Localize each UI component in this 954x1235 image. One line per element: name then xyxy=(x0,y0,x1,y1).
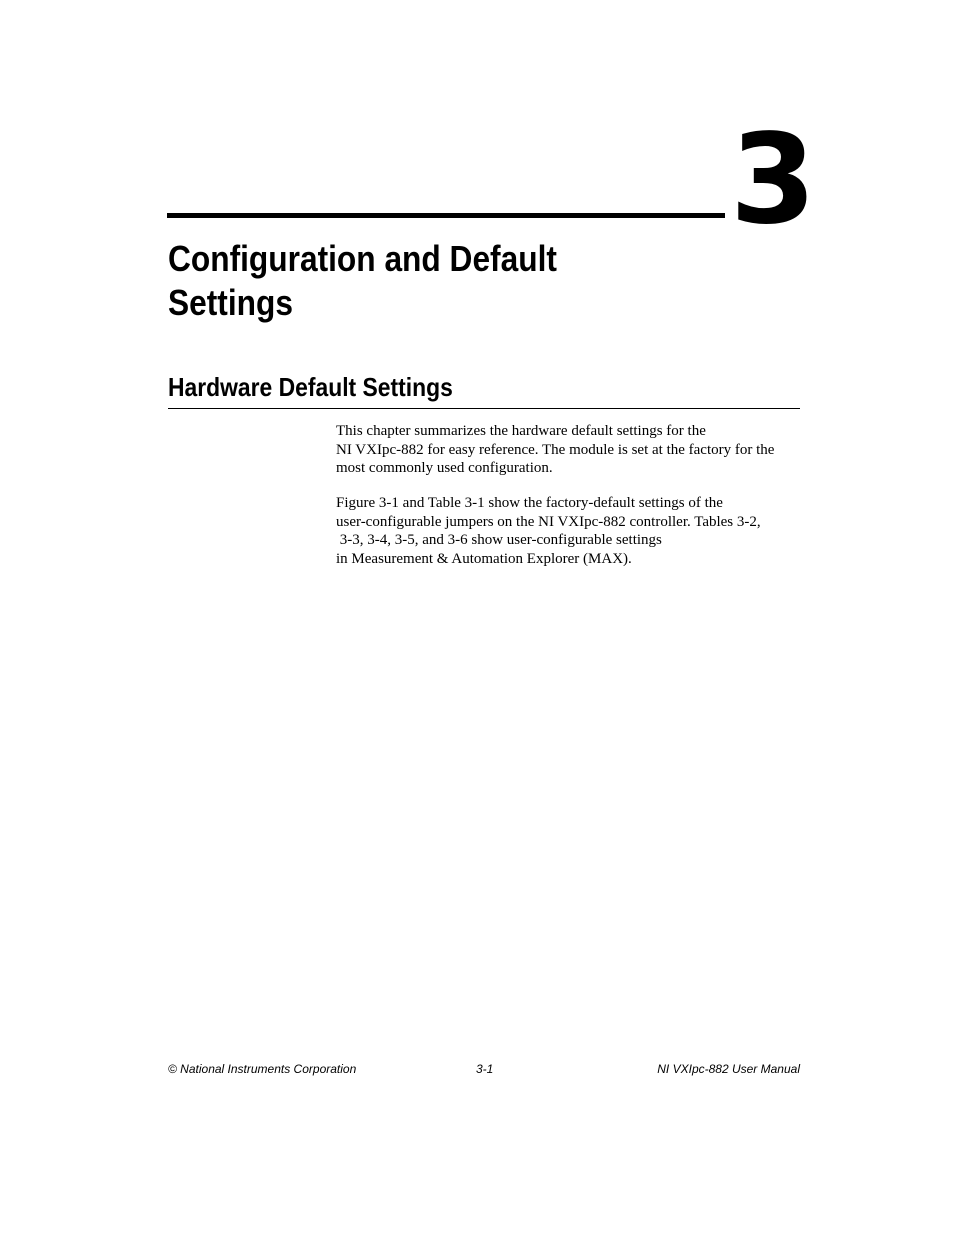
paragraph-line: 3-3, 3-4, 3-5, and 3-6 show user-configurable settings xyxy=(336,532,662,549)
paragraph-line: NI VXIpc-882 for easy reference. The module is set at the factory for the xyxy=(336,441,775,458)
section-heading: Hardware Default Settings xyxy=(168,372,453,402)
footer-copyright: © National Instruments Corporation xyxy=(168,1062,357,1076)
paragraph-line: in Measurement & Automation Explorer (MAX). xyxy=(336,551,632,568)
paragraph-line: user-configurable jumpers on the NI VXIpc-882 controller. Tables 3-2, xyxy=(336,513,761,530)
body-paragraph-1 xyxy=(336,422,806,478)
chapter-title: Configuration and Default Settings xyxy=(168,238,557,323)
paragraph-line: most commonly used configuration. xyxy=(336,460,553,477)
footer-page-number: 3-1 xyxy=(476,1062,494,1076)
chapter-number: 3 xyxy=(730,108,815,252)
footer-manual-title: NI VXIpc-882 User Manual xyxy=(657,1062,800,1076)
section-rule xyxy=(168,408,800,409)
chapter-rule xyxy=(167,213,725,218)
paragraph-line: This chapter summarizes the hardware default settings for the xyxy=(336,423,706,439)
body-paragraph-2 xyxy=(336,494,806,569)
paragraph-line: Figure 3-1 and Table 3-1 show the factory-default settings of the xyxy=(336,495,723,511)
